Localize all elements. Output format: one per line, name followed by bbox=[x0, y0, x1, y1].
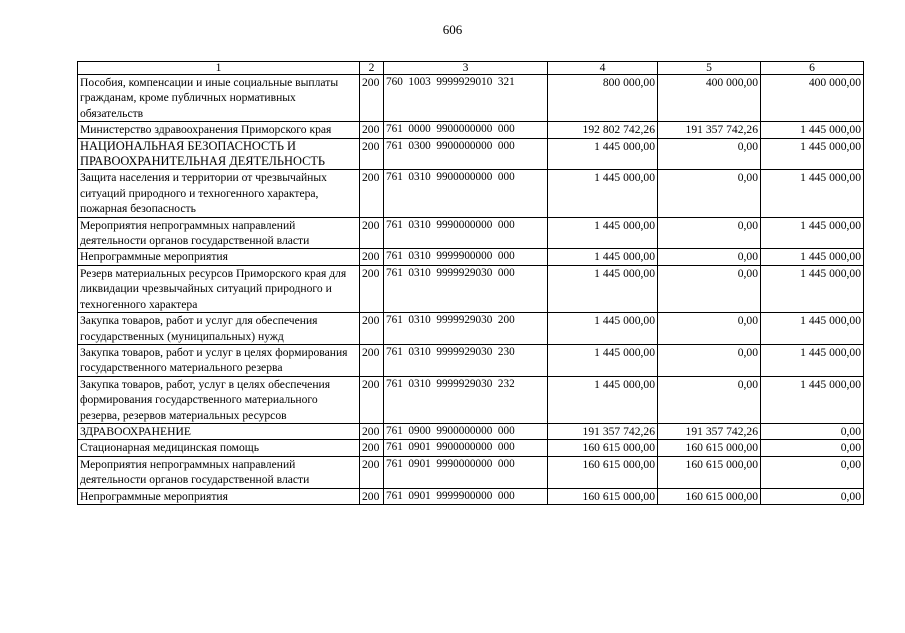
table-row bbox=[78, 423, 864, 439]
row-amount-cell: 1 445 000,00 bbox=[548, 344, 658, 376]
row-code-cell: 200 bbox=[360, 313, 384, 345]
row-amount-cell: 0,00 bbox=[658, 170, 761, 217]
row-code-cell: 200 bbox=[360, 122, 384, 138]
row-amount-cell: 800 000,00 bbox=[548, 75, 658, 122]
row-code-cell: 200 bbox=[360, 344, 384, 376]
row-amount-cell: 1 445 000,00 bbox=[548, 170, 658, 217]
row-classification-cell: 761 0901 9999900000 000 bbox=[384, 488, 548, 504]
row-amount-cell: 0,00 bbox=[658, 249, 761, 265]
row-amount-cell: 0,00 bbox=[658, 313, 761, 345]
row-classification-cell: 761 0300 9900000000 000 bbox=[384, 138, 548, 170]
row-code-cell: 200 bbox=[360, 265, 384, 312]
row-amount-cell: 400 000,00 bbox=[761, 75, 864, 122]
row-classification-cell: 761 0310 9999929030 232 bbox=[384, 376, 548, 423]
row-amount-cell: 1 445 000,00 bbox=[548, 376, 658, 423]
row-code-cell: 200 bbox=[360, 138, 384, 170]
table-row bbox=[78, 170, 864, 217]
page-number: 606 bbox=[442, 22, 463, 37]
row-code-cell: 200 bbox=[360, 423, 384, 439]
row-classification-cell: 761 0901 9990000000 000 bbox=[384, 456, 548, 488]
table-header-row bbox=[78, 62, 864, 75]
row-code-cell: 200 bbox=[360, 75, 384, 122]
table-row bbox=[78, 313, 864, 345]
table-row bbox=[78, 376, 864, 423]
column-header: 6 bbox=[761, 62, 864, 75]
row-amount-cell: 1 445 000,00 bbox=[761, 344, 864, 376]
row-classification-cell: 761 0901 9900000000 000 bbox=[384, 440, 548, 456]
row-amount-cell: 1 445 000,00 bbox=[761, 122, 864, 138]
row-amount-cell: 0,00 bbox=[658, 376, 761, 423]
table-row bbox=[78, 75, 864, 122]
row-amount-cell: 160 615 000,00 bbox=[658, 440, 761, 456]
table-row bbox=[78, 488, 864, 504]
column-header: 2 bbox=[360, 62, 384, 75]
table-row bbox=[78, 122, 864, 138]
row-amount-cell: 0,00 bbox=[658, 138, 761, 170]
row-name-cell: Стационарная медицинская помощь bbox=[78, 440, 360, 456]
row-name-cell: Непрограммные мероприятия bbox=[78, 249, 360, 265]
row-classification-cell: 761 0900 9900000000 000 bbox=[384, 423, 548, 439]
budget-table bbox=[77, 61, 864, 505]
row-amount-cell: 1 445 000,00 bbox=[761, 265, 864, 312]
column-header: 3 bbox=[384, 62, 548, 75]
row-code-cell: 200 bbox=[360, 488, 384, 504]
row-classification-cell: 761 0310 9900000000 000 bbox=[384, 170, 548, 217]
row-amount-cell: 1 445 000,00 bbox=[761, 217, 864, 249]
row-amount-cell: 1 445 000,00 bbox=[761, 313, 864, 345]
column-header: 5 bbox=[658, 62, 761, 75]
table-row bbox=[78, 456, 864, 488]
column-header: 1 bbox=[78, 62, 360, 75]
row-amount-cell: 1 445 000,00 bbox=[761, 138, 864, 170]
row-name-cell: Мероприятия непрограммных направлений деятельности органов государственной власти bbox=[78, 456, 360, 488]
row-code-cell: 200 bbox=[360, 170, 384, 217]
row-amount-cell: 0,00 bbox=[761, 440, 864, 456]
row-amount-cell: 1 445 000,00 bbox=[548, 313, 658, 345]
row-name-cell: НАЦИОНАЛЬНАЯ БЕЗОПАСНОСТЬ И ПРАВООХРАНИТЕЛЬНАЯ ДЕЯТЕЛЬНОСТЬ bbox=[78, 138, 360, 170]
row-amount-cell: 191 357 742,26 bbox=[658, 423, 761, 439]
table-row bbox=[78, 138, 864, 170]
row-amount-cell: 0,00 bbox=[761, 456, 864, 488]
row-amount-cell: 192 802 742,26 bbox=[548, 122, 658, 138]
row-amount-cell: 160 615 000,00 bbox=[548, 456, 658, 488]
row-classification-cell: 761 0310 9999929030 000 bbox=[384, 265, 548, 312]
row-amount-cell: 0,00 bbox=[658, 217, 761, 249]
row-amount-cell: 0,00 bbox=[658, 344, 761, 376]
table-row bbox=[78, 265, 864, 312]
row-amount-cell: 160 615 000,00 bbox=[658, 488, 761, 504]
row-classification-cell: 761 0310 9999929030 230 bbox=[384, 344, 548, 376]
table-row bbox=[78, 217, 864, 249]
row-classification-cell: 761 0310 9990000000 000 bbox=[384, 217, 548, 249]
row-code-cell: 200 bbox=[360, 376, 384, 423]
row-amount-cell: 160 615 000,00 bbox=[658, 456, 761, 488]
column-header: 4 bbox=[548, 62, 658, 75]
row-classification-cell: 761 0000 9900000000 000 bbox=[384, 122, 548, 138]
row-code-cell: 200 bbox=[360, 456, 384, 488]
row-amount-cell: 1 445 000,00 bbox=[548, 217, 658, 249]
row-amount-cell: 1 445 000,00 bbox=[548, 138, 658, 170]
row-amount-cell: 1 445 000,00 bbox=[761, 170, 864, 217]
row-amount-cell: 1 445 000,00 bbox=[761, 376, 864, 423]
row-code-cell: 200 bbox=[360, 249, 384, 265]
row-classification-cell: 760 1003 9999929010 321 bbox=[384, 75, 548, 122]
row-code-cell: 200 bbox=[360, 217, 384, 249]
row-amount-cell: 1 445 000,00 bbox=[761, 249, 864, 265]
row-name-cell: ЗДРАВООХРАНЕНИЕ bbox=[78, 423, 360, 439]
row-amount-cell: 400 000,00 bbox=[658, 75, 761, 122]
row-classification-cell: 761 0310 9999900000 000 bbox=[384, 249, 548, 265]
table-row bbox=[78, 440, 864, 456]
row-name-cell: Резерв материальных ресурсов Приморского края для ликвидации чрезвычайных ситуаций природного и техногенного характера bbox=[78, 265, 360, 312]
row-amount-cell: 1 445 000,00 bbox=[548, 265, 658, 312]
row-name-cell: Закупка товаров, работ и услуг для обеспечения государственных (муниципальных) нужд bbox=[78, 313, 360, 345]
row-name-cell: Защита населения и территории от чрезвычайных ситуаций природного и техногенного характера, пожарная безопасность bbox=[78, 170, 360, 217]
row-amount-cell: 191 357 742,26 bbox=[548, 423, 658, 439]
row-name-cell: Закупка товаров, работ и услуг в целях формирования государственного материального резерва bbox=[78, 344, 360, 376]
table-row bbox=[78, 344, 864, 376]
row-name-cell: Министерство здравоохранения Приморского края bbox=[78, 122, 360, 138]
row-amount-cell: 160 615 000,00 bbox=[548, 440, 658, 456]
row-amount-cell: 0,00 bbox=[761, 423, 864, 439]
row-classification-cell: 761 0310 9999929030 200 bbox=[384, 313, 548, 345]
row-name-cell: Закупка товаров, работ, услуг в целях обеспечения формирования государственного материального резерва, резервов материальных ресурсов bbox=[78, 376, 360, 423]
row-amount-cell: 191 357 742,26 bbox=[658, 122, 761, 138]
row-amount-cell: 160 615 000,00 bbox=[548, 488, 658, 504]
table-row bbox=[78, 249, 864, 265]
row-name-cell: Мероприятия непрограммных направлений деятельности органов государственной власти bbox=[78, 217, 360, 249]
row-name-cell: Непрограммные мероприятия bbox=[78, 488, 360, 504]
row-code-cell: 200 bbox=[360, 440, 384, 456]
row-name-cell: Пособия, компенсации и иные социальные выплаты гражданам, кроме публичных нормативных обязательств bbox=[78, 75, 360, 122]
row-amount-cell: 0,00 bbox=[658, 265, 761, 312]
row-amount-cell: 1 445 000,00 bbox=[548, 249, 658, 265]
row-amount-cell: 0,00 bbox=[761, 488, 864, 504]
